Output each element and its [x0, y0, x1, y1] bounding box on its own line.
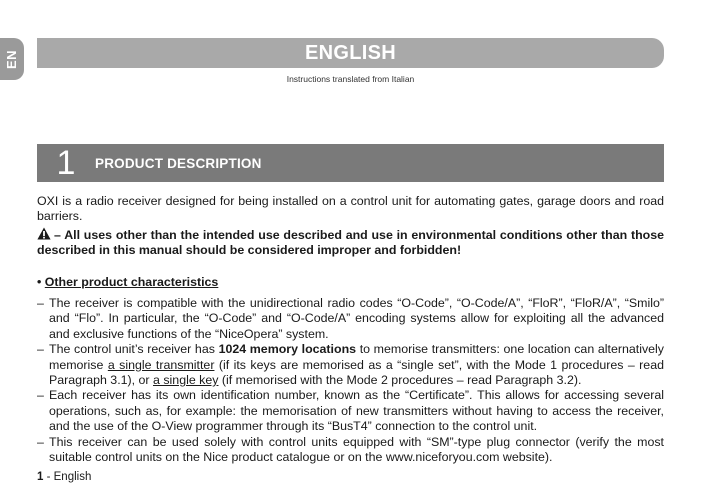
list-item: – Each receiver has its own identification number, known as the “Certificate”. This allows for accessing several operations, such as, for example: the memorisation of new transmitters without having to access the receiver, and the use of the O-View programmer through its “BusT4” connection to the control unit. [37, 388, 664, 434]
section-title: PRODUCT DESCRIPTION [95, 155, 262, 171]
list-item-text: The control unit’s receiver has [49, 342, 219, 357]
single-key-underline: a single key [153, 373, 219, 388]
characteristics-heading-text: Other product characteristics [44, 274, 219, 289]
page-footer [37, 471, 91, 483]
list-item [37, 342, 664, 388]
list-item: – The receiver is compatible with the unidirectional radio codes “O-Code”, “O-Code/A”, “FloR”, “FloR/A”, “Smilo” and “Flo”. In particular, the “O-Code” and “O-Code/A” encoding systems allow for exploiting all the advanced and exclusive functions of the “NiceOpera” system. [37, 296, 664, 342]
warning-paragraph [37, 227, 664, 259]
warning-icon [37, 227, 51, 240]
footer-separator: - [43, 471, 54, 483]
single-transmitter-underline: a single transmitter [107, 357, 215, 372]
section-header [37, 144, 664, 182]
list-item: – This receiver can be used solely with control units equipped with “SM”-type plug connector (verify the most suitable control units on the Nice product catalogue or on the www.niceforyou.com website). [37, 435, 664, 466]
footer-label: English [53, 471, 92, 483]
characteristics-heading [37, 275, 664, 290]
list-item-text: (if memorised with the Mode 2 procedures – read Paragraph 3.2). [218, 373, 582, 388]
language-title: ENGLISH [305, 41, 396, 64]
language-banner [37, 38, 664, 68]
intro-paragraph: OXI is a radio receiver designed for being installed on a control unit for automating gates, garage doors and road barriers. [37, 194, 664, 224]
memory-locations-emphasis: 1024 memory locations [218, 342, 357, 357]
list-item-text: (if its keys are memorised as a “single set”, with the Mode 1 procedures – read Paragraph 3.1), or [49, 357, 664, 388]
document-body [37, 194, 664, 466]
warning-text: – All uses other than the intended use described and use in environmental conditions other than those described in this manual should be considered improper and forbidden! [37, 227, 664, 258]
side-tab-label: EN [4, 49, 20, 69]
heading-bullet: • [37, 274, 42, 289]
section-number: 1 [56, 144, 76, 182]
characteristics-list [37, 296, 664, 465]
page-number: 1 [37, 471, 44, 483]
translated-note: Instructions translated from Italian [286, 74, 415, 84]
language-side-tab [0, 38, 24, 80]
list-item-text: to memorise transmitters: one location can alternatively memorise [49, 342, 664, 372]
